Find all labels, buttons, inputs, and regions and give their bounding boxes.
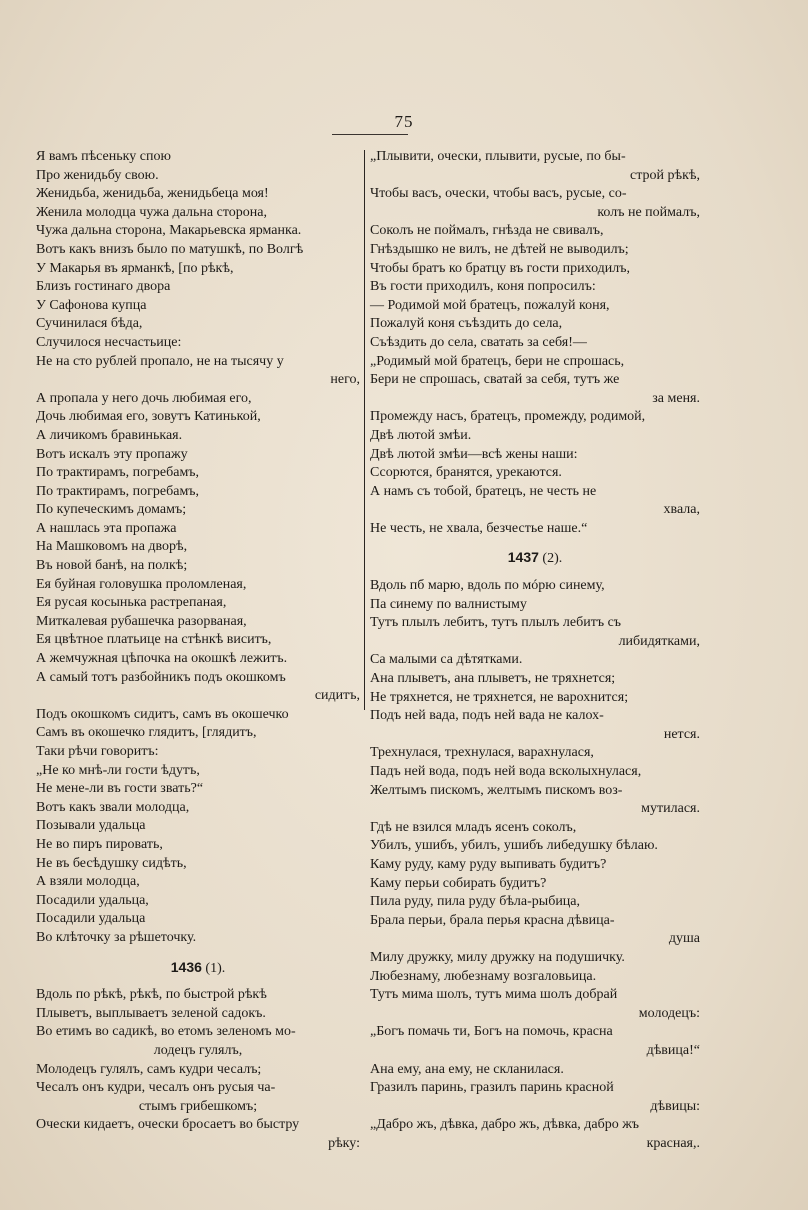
text-line: Падъ ней вода, подъ ней вода всколыхнулася, — [370, 764, 642, 779]
text-line: Не во пиръ пировать, — [36, 836, 163, 852]
text-line: Вотъ какъ внизъ было по матушкѣ, по Волгѣ — [36, 241, 304, 257]
text-line: Двѣ лютой змѣи—всѣ жены наши: — [370, 446, 578, 462]
text-line: А намъ съ тобой, братецъ, не честь не — [370, 483, 597, 499]
text-line: Таки рѣчи говоритъ: — [36, 744, 159, 759]
text-line: „Дабро жъ, дѣвка, дабро жъ, дѣвка, дабро жъ — [370, 1117, 639, 1133]
text-line: Трехнулася, трехнулася, варахнулася, — [370, 745, 594, 761]
text-line: Пожалуй коня съѣздить до села, — [370, 316, 563, 332]
text-line: „Не ко мнѣ-ли гости ѣдутъ, — [36, 762, 200, 778]
poem-subnumber: (2). — [538, 551, 563, 567]
text-line: Ея буйная головушка проломленая, — [36, 576, 247, 592]
text-line: стымъ грибешкомъ; — [138, 1098, 258, 1114]
text-line: По трактирамъ, погребамъ, — [36, 465, 200, 481]
text-line: Гнѣздышко не вилъ, не дѣтей не выводилъ; — [370, 241, 629, 257]
poem-subnumber: (1). — [201, 960, 226, 976]
text-line: сидитъ, — [314, 688, 360, 704]
text-line: Вотъ какъ звали молодца, — [36, 799, 190, 815]
text-line: Плыветъ, выплываетъ зеленой садокъ. — [36, 1005, 266, 1021]
text-line: лодецъ гулялъ, — [153, 1042, 243, 1058]
text-line: Очески кидаетъ, очески бросаетъ во быстру — [36, 1117, 300, 1133]
poem-heading — [370, 548, 700, 569]
text-line: Каму перьи собирать будитъ? — [370, 875, 547, 891]
text-line: На Машковомъ на дворѣ, — [36, 539, 188, 555]
text-line: Позывали удальца — [36, 818, 146, 834]
text-line: Не въ бесѣдушку сидѣть, — [36, 855, 187, 871]
text-line: „Плывити, очески, плывити, русые, по бы- — [370, 149, 626, 164]
text-line: Не тряхнется, не тряхнется, не варохнится; — [370, 689, 629, 705]
text-line: Подъ ней вада, подъ ней вада не калох- — [370, 708, 604, 724]
text-line: молодецъ: — [638, 1005, 700, 1021]
text-line: Сучинилася бѣда, — [36, 316, 143, 332]
text-line: Чтобы братъ ко братцу въ гости приходилъ, — [370, 260, 631, 276]
text-line: Посадили удальца — [36, 911, 146, 927]
text-line: Близъ гостинаго двора — [36, 279, 171, 295]
text-line: Вотъ искалъ эту пропажу — [36, 446, 188, 462]
text-line: Ссорются, бранятся, урекаются. — [370, 465, 562, 481]
text-line: строй рѣкѣ, — [630, 167, 700, 183]
poem-number: 1436 — [170, 958, 202, 975]
text-line: Па синему по валнистыму — [370, 596, 527, 612]
text-line: Двѣ лютой змѣи. — [370, 427, 472, 443]
text-line: Са малыми са дѣтятками. — [370, 652, 523, 668]
text-line: Во етимъ во садикѣ, во етомъ зеленомъ мо- — [36, 1024, 296, 1040]
text-line: Ея цвѣтное платьице на стѣнкѣ виситъ, — [36, 632, 272, 648]
text-line: А пропала у него дочь любимая его, — [36, 390, 252, 406]
text-line: У Сафонова купца — [36, 297, 147, 313]
text-line: Чтобы васъ, очески, чтобы васъ, русые, со- — [370, 186, 627, 202]
poem-heading — [36, 958, 360, 979]
text-line: либидятками, — [618, 633, 700, 649]
right-column — [370, 148, 700, 1153]
page-number: 75 — [394, 112, 414, 131]
text-line: Въ новой банѣ, на полкѣ; — [36, 558, 188, 574]
text-line: Не на сто рублей пропало, не на тысячу у — [36, 353, 284, 369]
text-line: Ея русая косынька растрепаная, — [36, 595, 227, 611]
text-line: „Родимый мой братецъ, бери не спрошась, — [370, 353, 625, 369]
text-line: за меня. — [652, 390, 700, 406]
text-line: Чужа дальна сторона, Макарьевска ярманка. — [36, 223, 302, 239]
left-column — [36, 148, 360, 1153]
text-line: А самый тотъ разбойникъ подъ окошкомъ — [36, 669, 286, 685]
text-line: мутилася. — [641, 801, 700, 817]
text-line: Въ гости приходилъ, коня попросилъ: — [370, 279, 596, 295]
text-line: По купеческимъ домамъ; — [36, 502, 187, 518]
text-line: нется. — [663, 726, 700, 742]
text-line: „Богъ помачь ти, Богъ на помочь, красна — [370, 1024, 613, 1040]
text-line: красная,. — [646, 1135, 700, 1151]
text-line: Женидьба, женидьба, женидьбеца моя! — [36, 186, 269, 202]
text-line: Посадили удальца, — [36, 892, 149, 908]
text-line: Бери не спрошась, сватай за себя, тутъ же — [370, 372, 620, 388]
text-line: душа — [668, 931, 700, 947]
text-line: Брала перьи, брала перья красна дѣвица- — [370, 912, 615, 928]
text-line: А личикомъ бравинькая. — [36, 427, 183, 443]
text-line: А нашлась эта пропажа — [36, 520, 177, 536]
text-line: Тутъ мима шолъ, тутъ мима шолъ добрай — [370, 987, 618, 1003]
text-line: Тутъ плылъ лебитъ, тутъ плылъ лебитъ съ — [370, 615, 622, 631]
text-line: Любезнаму, любезнаму возгаловьица. — [370, 968, 597, 984]
text-line: Случилося несчастьице: — [36, 334, 182, 350]
text-line: Во клѣточку за рѣшеточку. — [36, 929, 197, 945]
text-line: хвала, — [663, 502, 700, 518]
text-line: Милу дружку, милу дружку на подушичку. — [370, 949, 625, 965]
text-line: Гдѣ не взился младъ ясенъ соколъ, — [370, 819, 577, 835]
text-line: дѣвица!“ — [646, 1042, 700, 1058]
text-line: Ана ему, ана ему, не скланилася. — [370, 1061, 564, 1077]
text-line: У Макарья въ ярманкѣ, [по рѣкѣ, — [36, 260, 234, 276]
text-line: А взяли молодца, — [36, 874, 140, 890]
text-line: Гразилъ паринь, гразилъ паринь красной — [370, 1080, 614, 1096]
text-line: Про женидьбу свою. — [36, 167, 159, 183]
text-line: Ана плыветъ, ана плыветъ, не тряхнется; — [370, 671, 616, 687]
text-line: колъ не поймалъ, — [597, 204, 700, 220]
text-line: — Родимой мой братецъ, пожалуй коня, — [370, 297, 610, 313]
text-line: Я вамъ пѣсеньку спою — [36, 149, 171, 164]
text-line: Соколъ не поймалъ, гнѣзда не свивалъ, — [370, 223, 604, 239]
text-line: Вдоль по рѣкѣ, рѣкѣ, по быстрой рѣкѣ — [36, 987, 267, 1003]
column-divider — [364, 150, 365, 710]
text-line: Самъ въ окошечко глядитъ, [глядитъ, — [36, 725, 257, 741]
text-line: Желтымъ пискомъ, желтымъ пискомъ воз- — [370, 782, 623, 798]
text-line: Убилъ, ушибъ, убилъ, ушибъ либедушку бѣлаю. — [370, 838, 658, 854]
text-line: Подъ окошкомъ сидитъ, самъ въ окошечко — [36, 706, 289, 722]
text-line: него, — [330, 372, 360, 388]
poem-number: 1437 — [507, 549, 539, 566]
text-line: рѣку: — [328, 1135, 360, 1151]
page-number-rule — [332, 134, 408, 135]
text-line: дѣвицы: — [650, 1098, 700, 1114]
text-line: По трактирамъ, погребамъ, — [36, 483, 200, 499]
text-line: Не честь, не хвала, безчестье наше.“ — [370, 520, 588, 536]
text-line: Женила молодца чужа дальна сторона, — [36, 204, 267, 220]
text-line: Молодецъ гулялъ, самъ кудри чесалъ; — [36, 1061, 262, 1077]
text-line: Съѣздить до села, сватать за себя!— — [370, 334, 587, 350]
text-line: Каму руду, каму руду выпивать будитъ? — [370, 856, 607, 872]
text-line: Дочь любимая его, зовутъ Катинькой, — [36, 409, 261, 425]
text-line: Пила руду, пила руду бѣла-рыбица, — [370, 894, 581, 910]
text-line: Промежду насъ, братецъ, промежду, родимой, — [370, 409, 646, 425]
text-line: Миткалевая рубашечка разорваная, — [36, 613, 247, 629]
text-line: Не мене-ли въ гости звать?“ — [36, 781, 204, 797]
text-line: Вдоль пб марю, вдоль по мóрю синему, — [370, 578, 605, 594]
text-line: Чесалъ онъ кудри, чесалъ онъ русыя ча- — [36, 1080, 276, 1096]
text-line: А жемчужная цѣпочка на окошкѣ лежитъ. — [36, 651, 288, 667]
